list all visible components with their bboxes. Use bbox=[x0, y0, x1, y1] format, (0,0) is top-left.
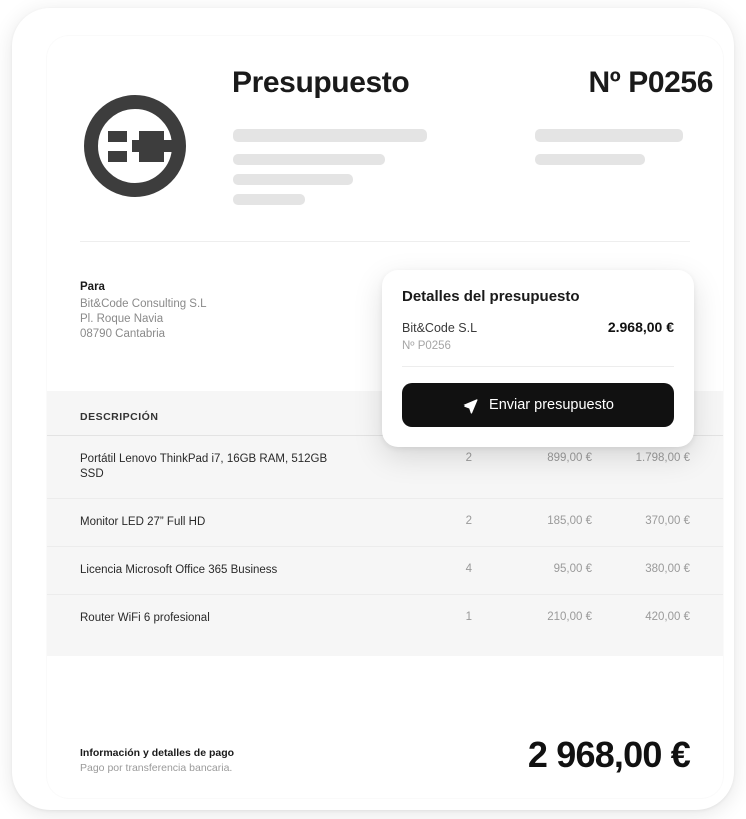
send-quote-button[interactable] bbox=[402, 383, 674, 427]
cell-total: 420,00 € bbox=[645, 611, 690, 623]
placeholder-bar-company-3 bbox=[233, 174, 353, 185]
cell-price: 210,00 € bbox=[547, 611, 592, 623]
bill-to-line: Bit&Code Consulting S.L bbox=[80, 298, 207, 310]
placeholder-bar-company-4 bbox=[233, 194, 305, 205]
payment-info-title: Información y detalles de pago bbox=[80, 747, 235, 759]
grand-total-amount: 2 968,00 € bbox=[527, 734, 690, 775]
popover-amount: 2.968,00 € bbox=[607, 319, 674, 335]
popover-reference: Nº P0256 bbox=[402, 340, 674, 367]
header-divider bbox=[80, 241, 690, 242]
bill-to-block bbox=[80, 281, 380, 342]
cell-quantity: 4 bbox=[465, 563, 472, 575]
placeholder-bar-meta-2 bbox=[535, 154, 645, 165]
cell-price: 185,00 € bbox=[547, 515, 592, 527]
cell-description: Router WiFi 6 profesional bbox=[80, 612, 210, 624]
cell-total: 380,00 € bbox=[645, 563, 690, 575]
cell-description: Monitor LED 27” Full HD bbox=[80, 516, 206, 528]
document-number: Nº P0256 bbox=[588, 66, 713, 99]
popover-summary-row bbox=[402, 319, 674, 335]
payment-info-block bbox=[80, 747, 234, 774]
bill-to-line: Pl. Roque Navia bbox=[80, 313, 164, 325]
bill-to-line: 08790 Cantabria bbox=[80, 328, 166, 340]
popover-title: Detalles del presupuesto bbox=[402, 288, 580, 305]
placeholder-bar-company-1 bbox=[233, 129, 427, 142]
cell-quantity: 2 bbox=[465, 515, 472, 527]
document-footer bbox=[47, 736, 723, 774]
cell-price: 95,00 € bbox=[553, 563, 592, 575]
cell-total: 1.798,00 € bbox=[635, 452, 690, 464]
payment-info-subtitle: Pago por transferencia bancaria. bbox=[80, 762, 233, 774]
table-row bbox=[47, 547, 723, 595]
cell-quantity: 1 bbox=[465, 611, 472, 623]
placeholder-bar-company-2 bbox=[233, 154, 385, 165]
bill-to-label: Para bbox=[80, 281, 105, 293]
cell-quantity: 2 bbox=[465, 452, 472, 464]
document-title: Presupuesto bbox=[232, 66, 410, 99]
device-frame bbox=[12, 8, 734, 810]
quote-details-popover bbox=[382, 270, 694, 447]
document-header bbox=[47, 36, 723, 241]
cell-price: 899,00 € bbox=[547, 452, 592, 464]
cell-description: Portátil Lenovo ThinkPad i7, 16GB RAM, 512GB SSD bbox=[80, 453, 328, 480]
cell-total: 370,00 € bbox=[645, 515, 690, 527]
popover-client-name: Bit&Code S.L bbox=[402, 321, 478, 335]
column-header-description: DESCRIPCIÓN bbox=[80, 411, 159, 423]
placeholder-bar-meta-1 bbox=[535, 129, 683, 142]
table-row bbox=[47, 499, 723, 547]
cell-description: Licencia Microsoft Office 365 Business bbox=[80, 564, 278, 576]
table-row bbox=[47, 595, 723, 642]
eg-monogram-logo-icon bbox=[80, 91, 190, 201]
paper-plane-icon bbox=[462, 397, 479, 414]
send-quote-label: Enviar presupuesto bbox=[489, 397, 614, 413]
